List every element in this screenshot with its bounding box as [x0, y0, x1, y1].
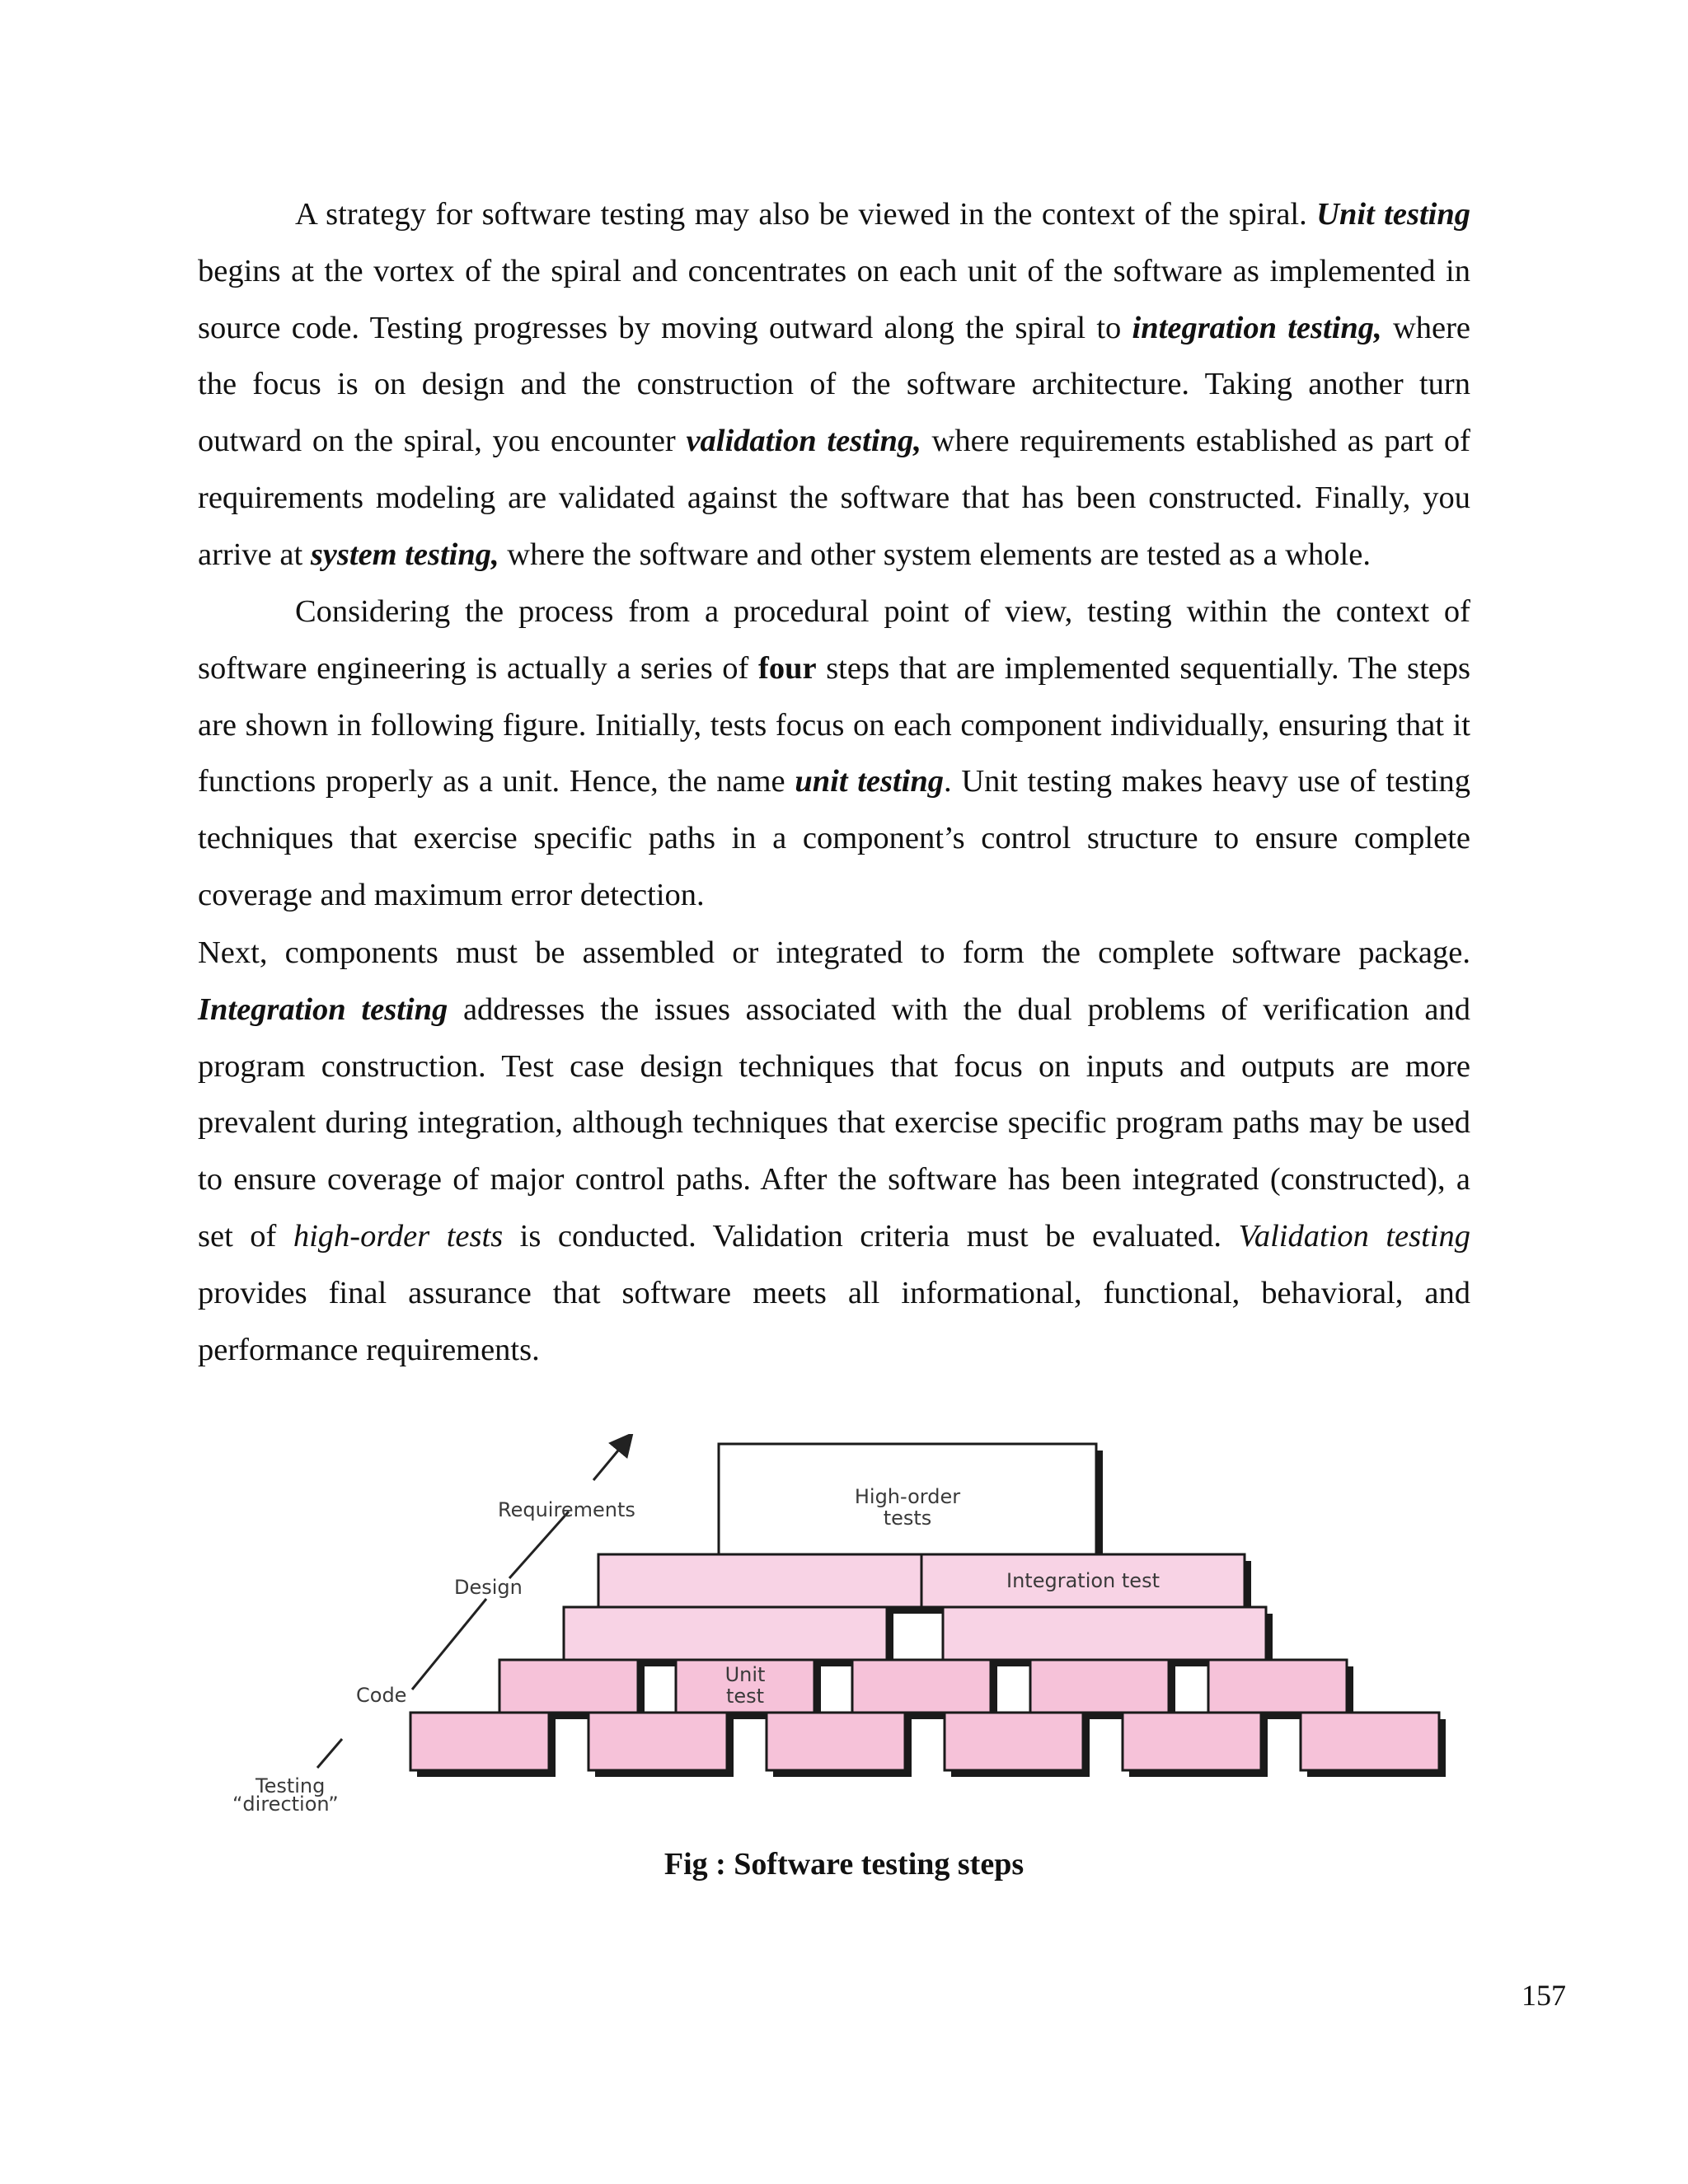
p2-text-2: steps that are implemented sequentially. The steps are shown in following figure. Initially, tests focus on each component individually, ensuring that it functions properly as a unit. Hence, the name [198, 650, 1470, 799]
label-high-order-1: High-order [854, 1485, 961, 1508]
code-brick [767, 1713, 905, 1770]
label-integration-test: Integration test [1006, 1569, 1160, 1592]
direction-line-segment-3 [509, 1511, 569, 1578]
p1-text-5: where the software and other system elements are tested as a whole. [499, 537, 1371, 572]
integration-brick [943, 1607, 1266, 1660]
code-row [410, 1713, 1446, 1777]
integration-row-2 [564, 1607, 1273, 1666]
label-design: Design [454, 1576, 523, 1599]
software-testing-steps-figure [0, 1434, 1688, 1830]
unit-test-row [499, 1660, 1353, 1719]
p3-text-2: addresses the issues associated with the dual problems of verification and program construction. Test case design techniques that focus on inputs and outputs are more prevalent during integration, although techniques that exercise specific program paths may be used to ensure coverage of major control paths. After the software has been integrated (constructed), a set of [198, 991, 1470, 1254]
term-four: four [758, 650, 817, 686]
term-system-testing: system testing, [310, 537, 499, 572]
term-validation-testing: validation testing, [686, 424, 921, 459]
unit-brick [499, 1660, 638, 1713]
integration-brick [564, 1607, 887, 1660]
term-validation-testing-2: Validation testing [1238, 1218, 1471, 1254]
high-order-tests-block [719, 1444, 1103, 1564]
label-unit-test: test [725, 1685, 765, 1708]
unit-brick [1030, 1660, 1169, 1713]
unit-brick [852, 1660, 991, 1713]
figure-caption: Fig : Software testing steps [663, 1847, 1025, 1882]
term-integration-testing-2: Integration testing [198, 991, 448, 1027]
code-brick [1123, 1713, 1261, 1770]
label-code: Code [356, 1684, 407, 1707]
integration-row-1 [598, 1554, 1251, 1614]
integration-brick [598, 1554, 921, 1607]
label-requirements: Requirements [498, 1498, 635, 1521]
code-brick [945, 1713, 1083, 1770]
term-unit-testing-2: unit testing [795, 764, 945, 799]
p2-text-1: Considering the process from a procedural point of view, testing within the context of software engineering is actually a series of [198, 594, 1470, 686]
direction-line-segment-1 [317, 1739, 342, 1768]
p3-text-4: provides final assurance that software meets all informational, functional, behavioral, and performance requirements. [198, 1275, 1470, 1367]
label-testing-direction-1: Testing [256, 1774, 326, 1797]
term-unit-testing: Unit testing [1316, 197, 1470, 232]
p2-text-3: . Unit testing makes heavy use of testing techniques that exercise specific paths in a component’s control structure to ensure complete coverage and maximum error detection. [198, 764, 1470, 912]
page-number: 157 [1522, 1979, 1566, 2012]
term-high-order-tests: high-order tests [293, 1218, 504, 1254]
label-testing-direction-2: “direction” [232, 1793, 339, 1816]
paragraph-spiral-strategy [198, 186, 1470, 583]
code-brick [588, 1713, 727, 1770]
code-brick [1301, 1713, 1439, 1770]
paragraph-integration [198, 925, 1470, 1378]
paragraph-procedural-view [198, 583, 1470, 924]
p1-text-4: where requirements established as part of requirements modeling are validated against the software that has been constructed. Finally, you arrive at [198, 424, 1471, 572]
label-unit: Unit [724, 1663, 766, 1686]
code-brick [410, 1713, 549, 1770]
unit-brick [1208, 1660, 1347, 1713]
direction-line-segment-2 [412, 1599, 486, 1690]
p1-text-2: begins at the vortex of the spiral and concentrates on each unit of the software as implemented in source code. Testing progresses by moving outward along the spiral to [198, 253, 1470, 345]
p3-text-3: is conducted. Validation criteria must be evaluated. [503, 1218, 1239, 1254]
p3-text-1: Next, components must be assembled or integrated to form the complete software package. [198, 935, 1470, 970]
direction-arrow [593, 1436, 631, 1480]
term-integration-testing: integration testing, [1132, 310, 1382, 345]
p1-text-1: A strategy for software testing may also be viewed in the context of the spiral. [295, 197, 1317, 232]
label-high-order-2: tests [883, 1507, 932, 1530]
p1-text-3: where the focus is on design and the construction of the software architecture. Taking another turn outward on the spiral, you encounter [198, 310, 1470, 459]
